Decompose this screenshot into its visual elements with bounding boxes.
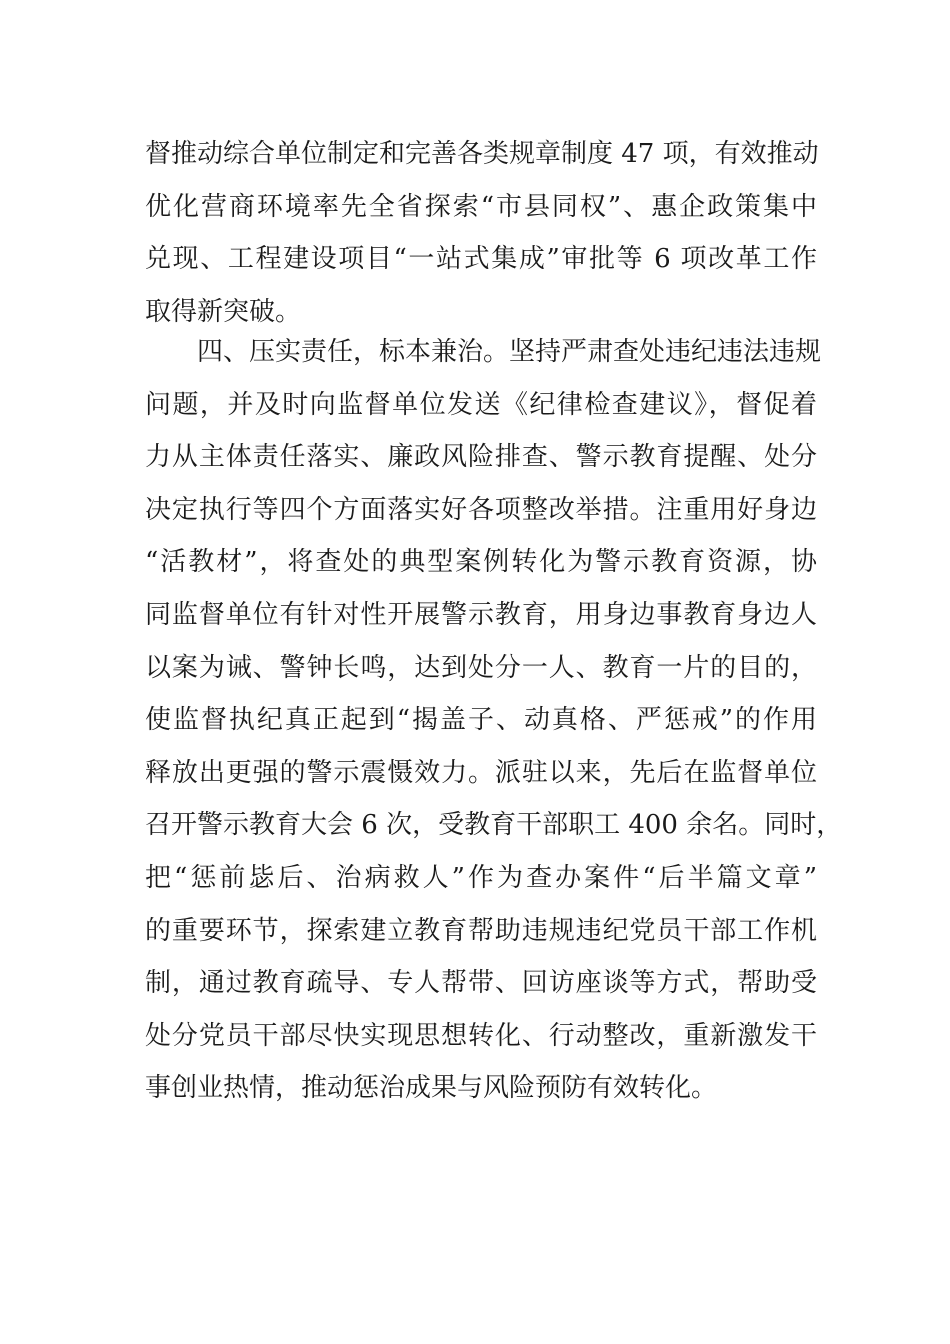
text-line: 取得新突破。: [145, 296, 302, 327]
text-line: 制，通过教育疏导、专人帮带、回访座谈等方式，帮助受: [145, 968, 817, 999]
text-line: 优化营商环境率先全省探索“市县同权”、惠企政策集中: [145, 191, 817, 222]
text-line: 处分党员干部尽快实现思想转化、行动整改，重新激发干: [145, 1020, 817, 1051]
text-line: 以案为诫、警钟长鸣，达到处分一人、教育一片的目的，: [145, 652, 817, 683]
paragraph-1: [145, 128, 817, 338]
text-line: 问题，并及时向监督单位发送《纪律检查建议》，督促着: [145, 389, 817, 420]
text-line: 使监督执纪真正起到“揭盖子、动真格、严惩戒”的作用: [145, 705, 817, 736]
text-line: 释放出更强的警示震慑效力。派驻以来，先后在监督单位: [145, 757, 817, 788]
text-line: 兑现、工程建设项目“一站式集成”审批等 6 项改革工作: [145, 244, 817, 275]
text-line: “活教材”，将查处的典型案例转化为警示教育资源，协: [145, 547, 817, 578]
text-line: 四、压实责任，标本兼治。坚持严肃查处违纪违法违规: [197, 337, 822, 367]
text-line: 召开警示教育大会 6 次，受教育干部职工 400 余名。同时，: [145, 810, 843, 841]
text-line: 督推动综合单位制定和完善各类规章制度 47 项，有效推动: [145, 139, 819, 169]
paragraph-2: [145, 326, 843, 1115]
text-line: 事创业热情，推动惩治成果与风险预防有效转化。: [145, 1073, 718, 1104]
text-line: 同监督单位有针对性开展警示教育，用身边事教育身边人: [145, 599, 817, 630]
text-line: 力从主体责任落实、廉政风险排查、警示教育提醒、处分: [145, 442, 817, 473]
text-line: 把“惩前毖后、治病救人”作为查办案件“后半篇文章”: [145, 862, 817, 893]
text-line: 决定执行等四个方面落实好各项整改举措。注重用好身边: [145, 494, 817, 525]
text-line: 的重要环节，探索建立教育帮助违规违纪党员干部工作机: [145, 915, 817, 946]
